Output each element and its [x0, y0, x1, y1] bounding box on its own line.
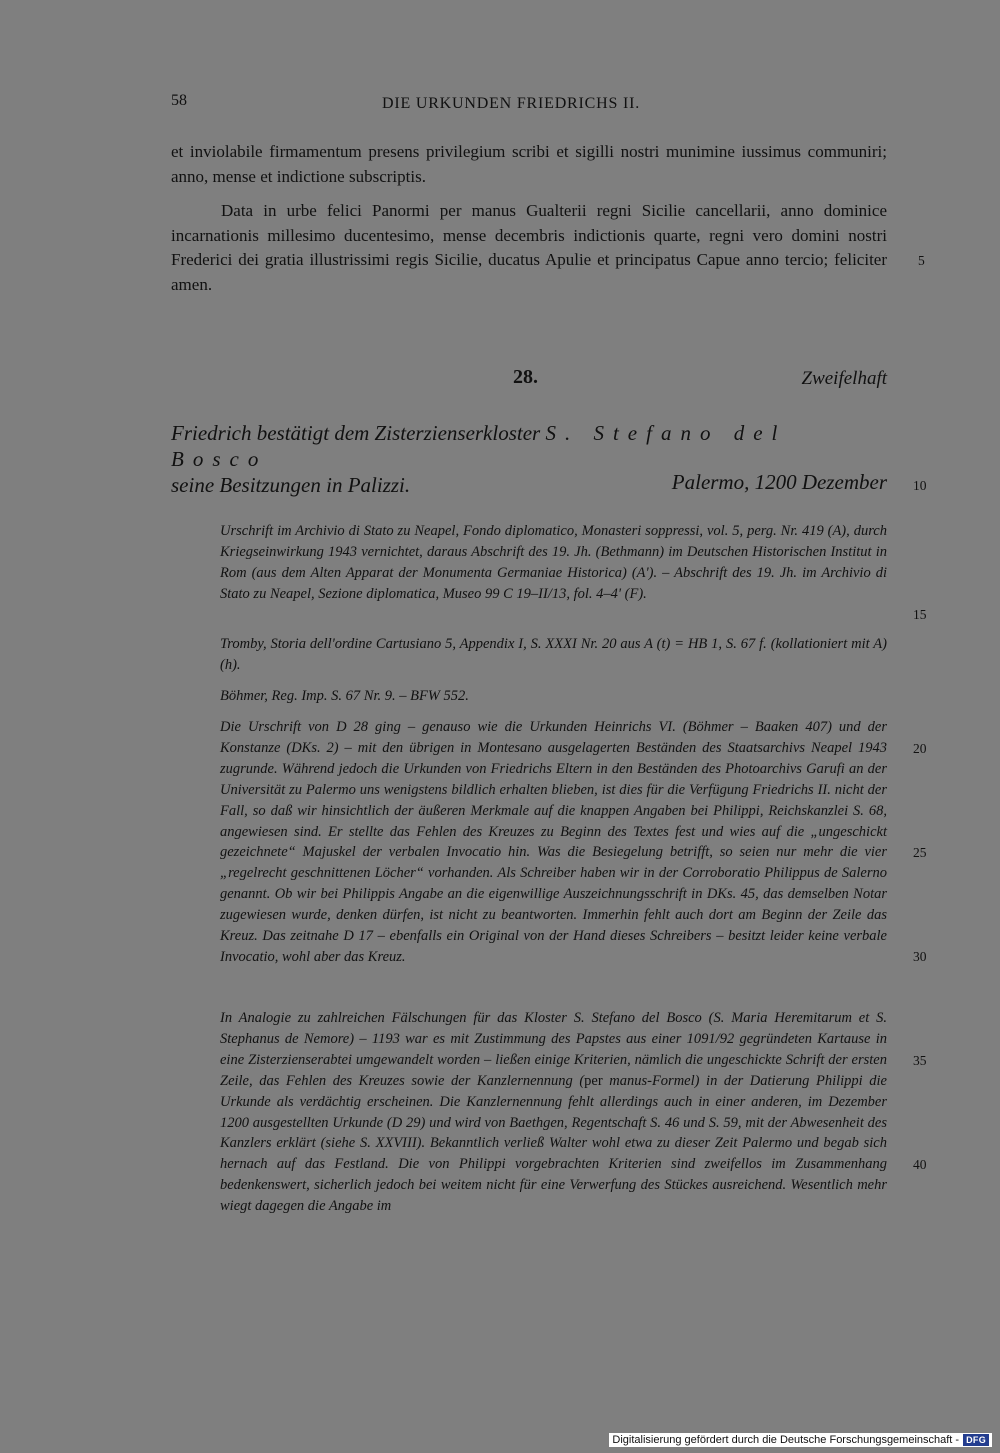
regest-text-1: Friedrich bestätigt dem Zisterzienserkloster — [171, 421, 541, 445]
line-number: 20 — [913, 741, 927, 756]
funding-footer — [609, 1433, 992, 1447]
line-number: 30 — [913, 949, 927, 964]
text-paragraph-1: et inviolabile firmamentum presens privilegium scribi et sigilli nostri munimine iussimus communiri; anno, mense et indictione subscriptis. — [171, 142, 887, 186]
regest-monastery-name: S. Stefano del Bosco — [171, 421, 787, 471]
line-number: 40 — [913, 1157, 927, 1172]
line-number: 10 — [913, 478, 927, 493]
place-date: Palermo, 1200 Dezember — [671, 470, 887, 494]
document-status: Zweifelhaft — [801, 368, 887, 389]
line-number: 25 — [913, 845, 927, 860]
text-paragraph-2 — [171, 199, 887, 297]
line-number: 5 — [918, 253, 925, 268]
note-commentary-2-per: per — [584, 1072, 603, 1089]
regest-text-2: seine Besitzungen in Palizzi. — [171, 473, 411, 497]
running-title: DIE URKUNDEN FRIEDRICHS II. — [382, 95, 641, 112]
note-commentary-2-part-b: manus-Formel) in der Datierung Philippi die Urkunde als verdächtig erscheinen. Die Kanzlernennung fehlt allerdings auch in einer anderen, im Dezember 1200 ausgestellten Urkunde (D 29) und wird von Baethgen, Regentschaft S. 46 und S. 59, mit der Abwesenheit des Kanzlers erklärt (siehe S. XXVIII). Bekanntlich verließ Walter wohl etwa zu dieser Zeit Palermo und begab sich hernach auf das Festland. Die von Philippi vorgebrachten Kriterien sind zweifellos im Zusammenhang bedenkenswert, sicherlich jedoch bei weitem nicht für eine Verwerfung des Stückes ausreichend. Wesentlich mehr wiegt dagegen die Angabe im — [220, 1072, 887, 1215]
document-number: 28. — [513, 366, 538, 388]
footer-text: Digitalisierung gefördert durch die Deutsche Forschungsgemeinschaft - — [612, 1434, 960, 1446]
paragraph-2-text: Data in urbe felici Panormi per manus Gualterii regni Sicilie cancellarii, anno dominice incarnationis millesimo ducentesimo, mense decembris indictionis quarte, regni vero domini nostri Frederici dei gratia illustrissimi regis Sicilie, ducatus Apulie et principatus Capue anno tercio; feliciter amen. — [171, 201, 887, 294]
page-number: 58 — [171, 92, 187, 109]
note-editions: Tromby, Storia dell'ordine Cartusiano 5, Appendix I, S. XXXI Nr. 20 aus A (t) = HB 1, S. 67 f. (kollationiert mit A) (h). — [220, 636, 887, 673]
note-commentary-1: Die Urschrift von D 28 ging – genauso wie die Urkunden Heinrichs VI. (Böhmer – Baaken 407) und der Konstanze (DKs. 2) – mit den übrigen in Montesano ausgelagerten Beständen des Staatsarchivs Neapel 1943 zugrunde. Während jedoch die Urkunden von Friedrichs Eltern in den Beständen des Photoarchivs Garufi an der Universität zu Palermo uns wenigstens bildlich erhalten blieben, ist dies für die Verfügung Friedrichs II. nicht der Fall, so daß wir hinsichtlich der äußeren Merkmale auf die knappen Angaben bei Philippi, Reichskanzlei S. 68, angewiesen sind. Er stellte das Fehlen des Kreuzes zu Beginn des Textes fest und wies auf die „ungeschickt gezeichnete“ Majuskel der verbalen Invocatio hin. Was die Besiegelung betrifft, so seien nur mehr die vier „regelrecht geschnittenen Löcher“ vorhanden. Als Schreiber haben wir in der Corroboratio Philippus de Salerno genannt. Ob wir bei Philippis Angabe an die eigenwillige Auszeichnungsschrift in DKs. 45, das demselben Notar zugewiesen wurde, denken dürfen, ist nicht zu beantworten. Immerhin fehlt auch dort am Beginn der Zeile das Kreuz. Das zeitnahe D 17 – ebenfalls ein Original von der Hand dieses Schreibers – besitzt leider keine verbale Invocatio, wohl aber das Kreuz. — [220, 719, 887, 965]
note-regesta: Böhmer, Reg. Imp. S. 67 Nr. 9. – BFW 552. — [220, 688, 469, 704]
note-commentary-2-part-a: In Analogie zu zahlreichen Fälschungen für das Kloster S. Stefano del Bosco (S. Maria Heremitarum et S. Stephanus de Nemore) – 1193 war es mit Zustimmung des Papstes aus einer 1091/92 gegründeten Kartause in eine Zisterzienserabtei umgewandelt worden – ließen einige Kriterien, nämlich die ungeschickte Schrift der ersten Zeile, das Fehlen des Kreuzes sowie der Kanzlernennung ( — [220, 1010, 887, 1089]
note-commentary-2 — [220, 1008, 887, 1217]
line-number: 15 — [913, 607, 927, 622]
dfg-logo-icon: DFG — [963, 1434, 989, 1446]
note-tradition: Urschrift im Archivio di Stato zu Neapel, Fondo diplomatico, Monasteri soppressi, vol. 5, perg. Nr. 419 (A), durch Kriegseinwirkung 1943 vernichtet, daraus Abschrift des 19. Jh. (Bethmann) im Deutschen Historischen Institut in Rom (aus dem Alten Apparat der Monumenta Germaniae Historica) (A'). – Abschrift des 19. Jh. im Archivio di Stato zu Neapel, Sezione diplomatica, Museo 99 C 19–II/13, fol. 4–4' (F). — [220, 523, 887, 602]
line-number: 35 — [913, 1053, 927, 1068]
